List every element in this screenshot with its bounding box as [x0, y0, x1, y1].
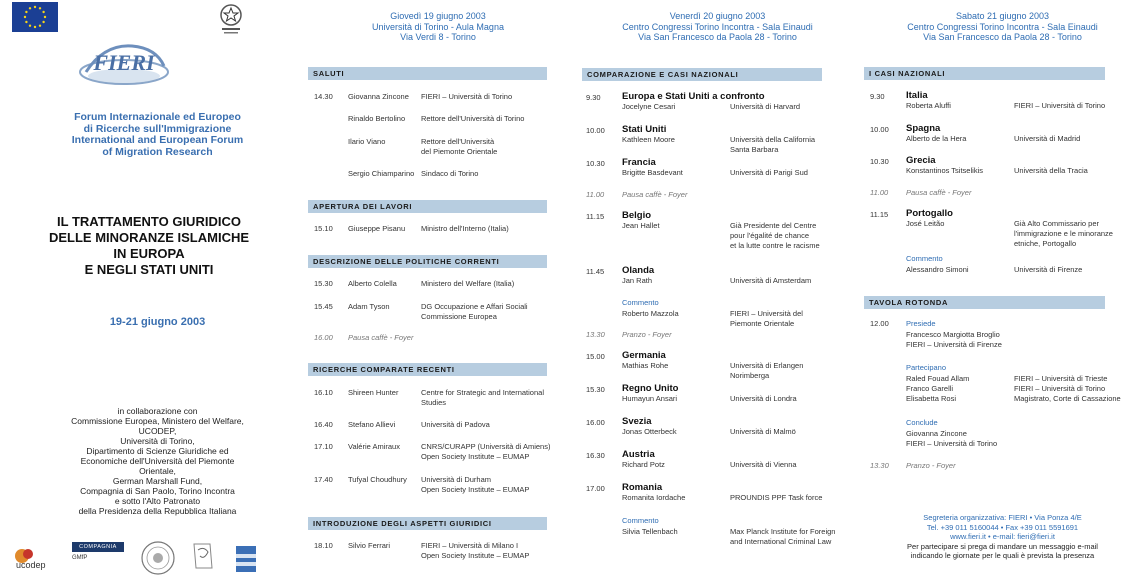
- speaker: José Leitão: [906, 219, 945, 228]
- affiliation: FIERI – Università di Torino: [1014, 384, 1106, 393]
- collab-line: Economiche dell'Università del Piemonte: [80, 456, 235, 466]
- day-address: Via Verdi 8 - Torino: [400, 32, 476, 42]
- cover-column: [0, 0, 300, 583]
- time: 17.10: [314, 442, 333, 451]
- time: 11.15: [870, 210, 889, 219]
- conference-dates: 19-21 giugno 2003: [109, 316, 206, 328]
- affiliation: Università di Madrid: [1014, 134, 1081, 143]
- speaker: Jonas Otterbeck: [622, 427, 677, 436]
- affiliation: Università di Harvard: [730, 102, 801, 111]
- time: 13.30: [586, 330, 605, 339]
- fieri-logo: [74, 36, 174, 96]
- affiliation: Open Society Institute – EUMAP: [421, 485, 530, 494]
- time: 11.00: [870, 188, 889, 197]
- title-line: IL TRATTAMENTO GIURIDICO: [57, 214, 241, 229]
- country: Portogallo: [906, 208, 953, 219]
- speaker: Adam Tyson: [348, 302, 390, 311]
- affiliation: FIERI – Università di Trieste: [1014, 374, 1108, 383]
- secretariat-phone: Tel. +39 011 5160044 • Fax +39 011 5591691: [926, 522, 1079, 532]
- time: 10.00: [586, 126, 605, 135]
- title-line: DELLE MINORANZE ISLAMICHE: [48, 230, 250, 245]
- ucodep-text: ucodep: [16, 560, 46, 570]
- time: 9.30: [586, 93, 601, 102]
- time: 16.00: [314, 333, 333, 342]
- break-label: Pausa caffè - Foyer: [622, 190, 688, 199]
- forum-line: Forum Internazionale ed Europeo: [74, 111, 241, 123]
- collab-line: Orientale,: [139, 466, 176, 476]
- collab-line: Commissione Europea, Ministero del Welfare,: [71, 416, 244, 426]
- speaker: Franco Garelli: [906, 384, 954, 393]
- speaker: Silvio Ferrari: [348, 541, 391, 550]
- affiliation: FIERI – Università di Torino: [421, 92, 513, 101]
- speaker: Roberta Aluffi: [906, 101, 951, 110]
- day-date: Sabato 21 giugno 2003: [955, 11, 1050, 21]
- affiliation: and International Criminal Law: [730, 537, 832, 546]
- affiliation: PROUNDIS PPF Task force: [730, 493, 823, 502]
- section-apertura: APERTURA DEI LAVORI: [308, 200, 547, 213]
- secretariat-address: Segreteria organizzativa: FIERI • Via Ponza 4/E: [923, 513, 1082, 522]
- time: 10.30: [586, 159, 605, 168]
- country: Romania: [622, 482, 663, 493]
- speaker: Raled Fouad Allam: [906, 374, 970, 383]
- collab-line: e sotto l'Alto Patronato: [114, 496, 201, 506]
- country: Stati Uniti: [622, 124, 667, 135]
- time: 10.30: [870, 157, 889, 166]
- affiliation: del Piemonte Orientale: [421, 147, 498, 156]
- affiliation: Santa Barbara: [730, 145, 779, 154]
- day-saturday-column: [859, 0, 1146, 583]
- affiliation: FIERI – Università del: [730, 309, 803, 318]
- affiliation: Università di Parigi Sud: [730, 168, 808, 177]
- secretariat-info: [859, 513, 1146, 561]
- time: 13.30: [870, 461, 889, 470]
- country: Francia: [622, 157, 656, 168]
- day-date: Venerdì 20 giugno 2003: [669, 11, 766, 21]
- break-label: Pranzo - Foyer: [906, 461, 956, 470]
- affiliation: etniche, Portogallo: [1014, 239, 1077, 248]
- forum-name: [30, 112, 285, 158]
- speaker: Roberto Mazzola: [622, 309, 679, 318]
- country: Belgio: [622, 210, 652, 221]
- affiliation: DG Occupazione e Affari Sociali: [421, 302, 528, 311]
- time: 15.30: [314, 279, 333, 288]
- affiliation: Università della Tracia: [1014, 166, 1088, 175]
- ucodep-logo: [12, 544, 58, 570]
- title-line: IN EUROPA: [113, 246, 185, 261]
- time: 11.15: [586, 212, 605, 221]
- speaker: Alberto de la Hera: [906, 134, 967, 143]
- affiliation: Università di Vienna: [730, 460, 797, 469]
- break-label: Pausa caffè - Foyer: [348, 333, 414, 342]
- section-ricerche: RICERCHE COMPARATE RECENTI: [308, 363, 547, 376]
- comment-label: Commento: [622, 516, 659, 525]
- time: 16.40: [314, 420, 333, 429]
- speaker: Mathias Rohe: [622, 361, 669, 370]
- speaker: Giuseppe Pisanu: [348, 224, 406, 233]
- affiliation: Open Society Institute – EUMAP: [421, 452, 530, 461]
- affiliation: Già Alto Commissario per: [1014, 219, 1100, 228]
- comment-label: Commento: [622, 298, 659, 307]
- affiliation: Università di Padova: [421, 420, 490, 429]
- break-label: Pranzo - Foyer: [622, 330, 672, 339]
- affiliation: Piemonte Orientale: [730, 319, 795, 328]
- day-thursday-column: [300, 0, 576, 583]
- presiede-label: Presiede: [906, 319, 936, 328]
- time: 16.10: [314, 388, 333, 397]
- compagnia-label: COMPAGNIA: [72, 542, 124, 552]
- country: Grecia: [906, 155, 936, 166]
- section-comparazione: COMPARAZIONE E CASI NAZIONALI: [582, 68, 822, 81]
- affiliation: Centre for Strategic and International: [421, 388, 544, 397]
- speaker: Alessandro Simoni: [906, 265, 969, 274]
- registration-note: Per partecipare si prega di mandare un messaggio e-mail: [907, 541, 1098, 551]
- speaker: Brigitte Basdevant: [622, 168, 683, 177]
- day-header: [859, 11, 1146, 43]
- university-seal-icon: [140, 540, 176, 576]
- day-date: Giovedì 19 giugno 2003: [390, 11, 486, 21]
- time: 11.00: [586, 190, 605, 199]
- speaker: Ilario Viano: [348, 137, 386, 146]
- speaker: Silvia Tellenbach: [622, 527, 678, 536]
- affiliation: Ministero del Welfare (Italia): [421, 279, 515, 288]
- day-header: [576, 11, 859, 43]
- affiliation: l'immigrazione e le minoranze: [1014, 229, 1113, 238]
- country: Italia: [906, 90, 928, 101]
- affiliation: Studies: [421, 398, 447, 407]
- time: 15.30: [586, 385, 605, 394]
- title-line: E NEGLI STATI UNITI: [84, 262, 214, 277]
- affiliation: FIERI – Università di Milano I: [421, 541, 519, 550]
- time: 12.00: [870, 319, 889, 328]
- country: Olanda: [622, 265, 655, 276]
- speaker: Konstantinos Tsitselikis: [906, 166, 983, 175]
- registration-note: indicando le giornate per le quali è prevista la presenza: [910, 551, 1095, 560]
- affiliation: Università di Durham: [421, 475, 492, 484]
- affiliation: Università della California: [730, 135, 816, 144]
- chair-name: Francesco Margiotta Broglio: [906, 330, 1000, 339]
- time: 17.00: [586, 484, 605, 493]
- affiliation: Università di Firenze: [1014, 265, 1083, 274]
- speaker: Shireen Hunter: [348, 388, 399, 397]
- section-descrizione: DESCRIZIONE DELLE POLITICHE CORRENTI: [308, 255, 547, 268]
- partecipano-label: Partecipano: [906, 363, 947, 372]
- speaker: Giovanna Zincone: [906, 429, 967, 438]
- section-casi-nazionali: I CASI NAZIONALI: [864, 67, 1105, 80]
- speaker: Alberto Colella: [348, 279, 397, 288]
- affiliation: Università di Malmö: [730, 427, 796, 436]
- affiliation: Commissione Europea: [421, 312, 497, 321]
- time: 10.00: [870, 125, 889, 134]
- time: 15.10: [314, 224, 333, 233]
- collab-line: Compagnia di San Paolo, Torino Incontra: [80, 486, 235, 496]
- affiliation: Rettore dell'Università di Torino: [421, 114, 525, 123]
- day-venue: Centro Congressi Torino Incontra - Sala Einaudi: [622, 21, 813, 32]
- affiliation: FIERI – Università di Torino: [1014, 101, 1106, 110]
- speaker: Jan Rath: [622, 276, 653, 285]
- secretariat-web[interactable]: www.fieri.it • e-mail: fieri@fieri.it: [950, 532, 1055, 541]
- country: Austria: [622, 449, 655, 460]
- day-header: [300, 11, 576, 43]
- country: Svezia: [622, 416, 652, 427]
- conclude-label: Conclude: [906, 418, 938, 427]
- speaker: Sergio Chiamparino: [348, 169, 415, 178]
- section-saluti: SALUTI: [308, 67, 547, 80]
- affiliation: Magistrato, Corte di Cassazione: [1014, 394, 1121, 403]
- day-address: Via San Francesco da Paola 28 - Torino: [923, 32, 1082, 42]
- affiliation: Già Presidente del Centre: [730, 221, 817, 230]
- section-tavola-rotonda: TAVOLA ROTONDA: [864, 296, 1105, 309]
- time: 9.30: [870, 92, 885, 101]
- country: Spagna: [906, 123, 941, 134]
- speaker: Jean Hallet: [622, 221, 660, 230]
- day-venue: Università di Torino - Aula Magna: [372, 21, 504, 32]
- section-introduzione: INTRODUZIONE DEGLI ASPETTI GIURIDICI: [308, 517, 547, 530]
- italian-republic-emblem-icon: [218, 2, 244, 36]
- time: 16.00: [586, 418, 605, 427]
- day-venue: Centro Congressi Torino Incontra - Sala Einaudi: [907, 21, 1098, 32]
- eu-flag-icon: [12, 2, 58, 32]
- speaker: Jocelyne Cesari: [622, 102, 676, 111]
- country: Regno Unito: [622, 383, 679, 394]
- time: 15.45: [314, 302, 333, 311]
- conference-title: [14, 214, 284, 278]
- collab-line: della Presidenza della Repubblica Italiana: [78, 506, 237, 516]
- affiliation: pour l'égalité de chance: [730, 231, 809, 240]
- day-address: Via San Francesco da Paola 28 - Torino: [638, 32, 797, 42]
- time: 16.30: [586, 451, 605, 460]
- chair-affiliation: FIERI – Università di Firenze: [906, 340, 1002, 349]
- speaker: Tufyal Choudhury: [348, 475, 407, 484]
- country: Europa e Stati Uniti a confronto: [622, 91, 765, 102]
- affiliation: Norimberga: [730, 371, 770, 380]
- collab-line: Università di Torino,: [120, 436, 195, 446]
- speaker: Richard Potz: [622, 460, 665, 469]
- time: 11.45: [586, 267, 605, 276]
- forum-line: International and European Forum: [71, 134, 244, 146]
- break-label: Pausa caffè - Foyer: [906, 188, 972, 197]
- collab-line: German Marshall Fund,: [112, 476, 203, 486]
- time: 17.40: [314, 475, 333, 484]
- time: 14.30: [314, 92, 333, 101]
- forum-line: di Ricerche sull'Immigrazione: [83, 122, 232, 135]
- affiliation: Rettore dell'Università: [421, 137, 495, 146]
- sponsor-logos: [12, 540, 262, 580]
- speaker: Stefano Allievi: [348, 420, 396, 429]
- speaker: Romanita Iordache: [622, 493, 686, 502]
- speaker: Rinaldo Bertolino: [348, 114, 406, 123]
- affiliation: Sindaco di Torino: [421, 169, 479, 178]
- day-friday-column: [576, 0, 859, 583]
- time: 15.00: [586, 352, 605, 361]
- svg-text:FIERI: FIERI: [93, 50, 155, 75]
- gmf-label: GMfP: [72, 555, 88, 561]
- comment-label: Commento: [906, 254, 943, 263]
- collab-line: in collaborazione con: [117, 406, 198, 416]
- affiliation: Ministro dell'Interno (Italia): [421, 224, 509, 233]
- affiliation: FIERI – Università di Torino: [906, 439, 998, 448]
- piemonte-orientale-logo: [234, 544, 258, 576]
- affiliation: Open Society Institute – EUMAP: [421, 551, 530, 560]
- torino-incontra-logo: [190, 540, 216, 576]
- compagnia-gmf-logo: [72, 542, 124, 576]
- affiliation: Max Planck Institute for Foreign: [730, 527, 836, 536]
- affiliation: Università di Londra: [730, 394, 797, 403]
- speaker: Humayun Ansari: [622, 394, 678, 403]
- speaker: Giovanna Zincone: [348, 92, 409, 101]
- collab-line: Dipartimento di Scienze Giuridiche ed: [86, 446, 229, 456]
- speaker: Elisabetta Rosi: [906, 394, 957, 403]
- country: Germania: [622, 350, 666, 361]
- affiliation: CNRS/CURAPP (Università di Amiens): [421, 442, 551, 451]
- speaker: Kathleen Moore: [622, 135, 675, 144]
- affiliation: Università di Amsterdam: [730, 276, 812, 285]
- collaboration-text: [30, 406, 285, 516]
- forum-line: of Migration Research: [102, 145, 213, 158]
- affiliation: Università di Erlangen: [730, 361, 804, 370]
- time: 18.10: [314, 541, 333, 550]
- affiliation: et la lutte contre le racisme: [730, 241, 820, 250]
- speaker: Valérie Amiraux: [348, 442, 400, 451]
- collab-line: UCODEP,: [138, 426, 177, 436]
